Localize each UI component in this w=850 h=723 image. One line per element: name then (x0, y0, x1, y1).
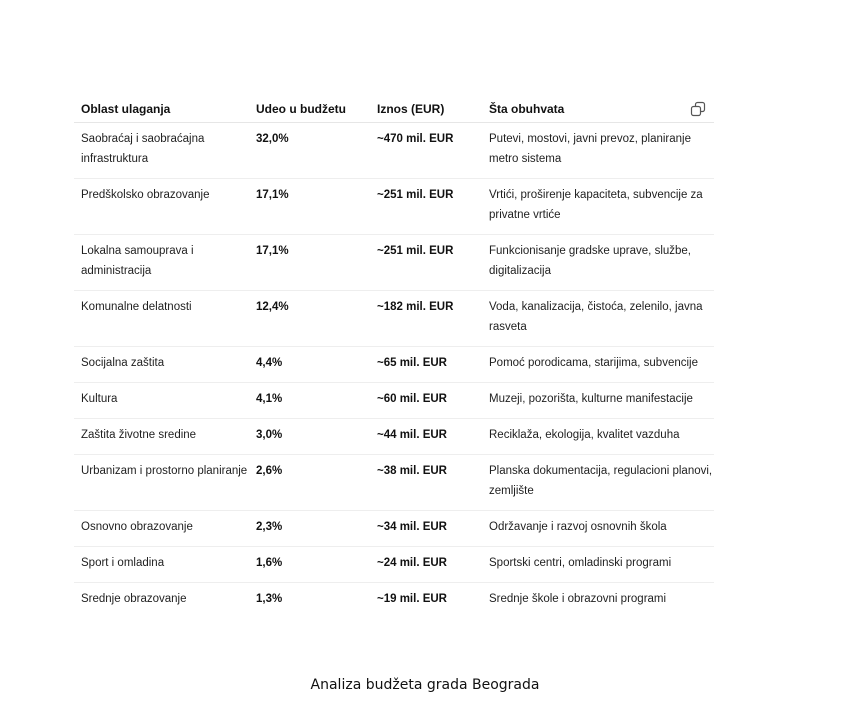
cell-area: Komunalne delatnosti (81, 301, 192, 313)
table-row (74, 511, 714, 547)
cell-area: Predškolsko obrazovanje (81, 189, 210, 201)
table-header (74, 96, 714, 123)
cell-area: Lokalna samouprava i administracija (81, 245, 194, 277)
cell-covers: Voda, kanalizacija, čistoća, zelenilo, javna rasveta (489, 301, 703, 333)
table-row (74, 419, 714, 455)
cell-share: 1,3% (256, 593, 283, 605)
cell-area: Saobraćaj i saobraćajna infrastruktura (81, 133, 205, 165)
table-row (74, 383, 714, 419)
cell-amount: ~251 mil. EUR (377, 245, 454, 257)
cell-share: 32,0% (256, 133, 289, 145)
header-area: Oblast ulaganja (81, 102, 171, 116)
cell-covers: Sportski centri, omladinski programi (489, 557, 672, 569)
header-amount: Iznos (EUR) (377, 102, 445, 116)
cell-covers: Funkcionisanje gradske uprave, službe, digitalizacija (489, 245, 692, 277)
cell-amount: ~24 mil. EUR (377, 557, 447, 569)
header-covers: Šta obuhvata (489, 102, 565, 116)
table-row (74, 547, 714, 583)
cell-share: 17,1% (256, 245, 289, 257)
cell-covers: Održavanje i razvoj osnovnih škola (489, 521, 667, 533)
cell-area: Osnovno obrazovanje (81, 521, 193, 533)
cell-covers: Reciklaža, ekologija, kvalitet vazduha (489, 429, 680, 441)
cell-share: 2,3% (256, 521, 283, 533)
cell-covers: Vrtići, proširenje kapaciteta, subvencije za privatne vrtiće (489, 189, 703, 221)
cell-share: 4,4% (256, 357, 283, 369)
table-row (74, 583, 714, 618)
cell-area: Socijalna zaštita (81, 357, 165, 369)
cell-share: 4,1% (256, 393, 283, 405)
cell-covers: Muzeji, pozorišta, kulturne manifestacije (489, 393, 693, 405)
cell-covers: Planska dokumentacija, regulacioni planovi, zemljište (489, 465, 713, 497)
table-row (74, 123, 714, 179)
table-row (74, 235, 714, 291)
table-row (74, 455, 714, 511)
cell-share: 3,0% (256, 429, 283, 441)
cell-area: Srednje obrazovanje (81, 593, 187, 605)
table-row (74, 291, 714, 347)
table-row (74, 179, 714, 235)
cell-share: 2,6% (256, 465, 283, 477)
cell-amount: ~251 mil. EUR (377, 189, 454, 201)
cell-amount: ~44 mil. EUR (377, 429, 447, 441)
cell-share: 1,6% (256, 557, 283, 569)
copy-icon[interactable] (690, 101, 706, 117)
table-row (74, 347, 714, 383)
cell-amount: ~470 mil. EUR (377, 133, 454, 145)
cell-area: Urbanizam i prostorno planiranje (81, 465, 248, 477)
cell-covers: Pomoć porodicama, starijima, subvencije (489, 357, 699, 369)
cell-area: Sport i omladina (81, 557, 165, 569)
cell-area: Zaštita životne sredine (81, 429, 197, 441)
budget-table (74, 96, 714, 618)
cell-amount: ~60 mil. EUR (377, 393, 447, 405)
cell-amount: ~34 mil. EUR (377, 521, 447, 533)
cell-amount: ~19 mil. EUR (377, 593, 447, 605)
cell-amount: ~65 mil. EUR (377, 357, 447, 369)
cell-share: 12,4% (256, 301, 289, 313)
cell-amount: ~182 mil. EUR (377, 301, 454, 313)
cell-covers: Srednje škole i obrazovni programi (489, 593, 667, 605)
cell-amount: ~38 mil. EUR (377, 465, 447, 477)
cell-share: 17,1% (256, 189, 289, 201)
header-share: Udeo u budžetu (256, 102, 346, 116)
cell-area: Kultura (81, 393, 118, 405)
cell-covers: Putevi, mostovi, javni prevoz, planiranje metro sistema (489, 133, 691, 165)
figure-caption: Analiza budžeta grada Beograda (310, 677, 540, 693)
